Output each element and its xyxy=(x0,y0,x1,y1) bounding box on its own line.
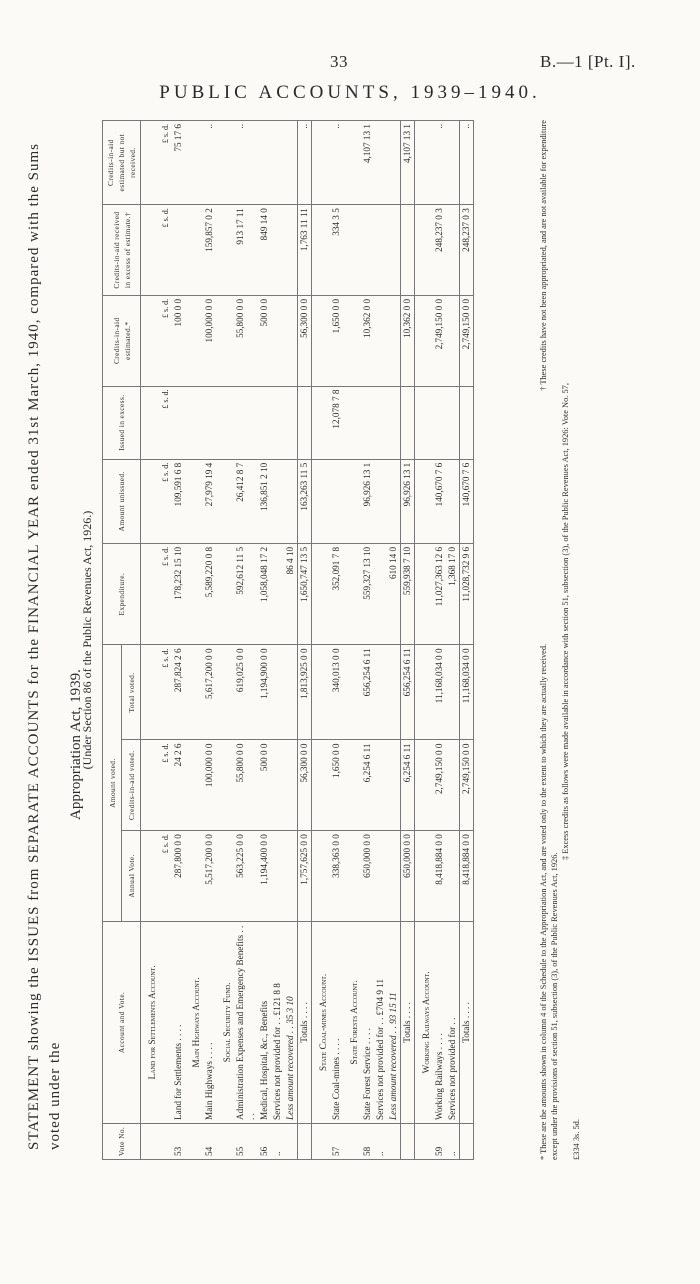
table-row xyxy=(361,121,374,1160)
cell-annual xyxy=(374,831,387,922)
table-row xyxy=(284,121,298,1160)
statement-subtitle: (Under Section 86 of the Public Revenues Act, 1926.) xyxy=(80,510,94,770)
cell-total: 11,168,034 0 0 xyxy=(460,645,474,740)
page-number: 33 xyxy=(330,52,348,71)
statement-line-1: STATEMENT showing the ISSUES from SEPARATE ACCOUNTS for the FINANCIAL YEAR ended 31st March, 1940, compared with the Sums voted under the xyxy=(26,143,63,1150)
cell-recv xyxy=(185,205,203,296)
cell-unissued: 163,263 11 5 xyxy=(298,459,312,543)
cell-est xyxy=(185,295,203,386)
cell-exp: 592,612 11 5 xyxy=(234,543,258,645)
cell-notrecv xyxy=(258,121,271,205)
cell-est xyxy=(387,295,401,386)
cell-recv xyxy=(271,205,284,296)
cell-vote-no: 56 xyxy=(258,1123,271,1159)
cell-vote-no xyxy=(312,1123,331,1159)
cell-vote-no xyxy=(401,1123,415,1159)
cell-annual xyxy=(343,831,361,922)
cell-total: 619,025 0 0 xyxy=(234,645,258,740)
cell-total: 1,194,900 0 0 xyxy=(258,645,271,740)
cell-account: Totals . . . . xyxy=(298,921,312,1123)
cell-est xyxy=(343,295,361,386)
cell-total xyxy=(185,645,203,740)
cell-recv xyxy=(361,205,374,296)
cell-notrecv: .. xyxy=(298,121,312,205)
cell-excess xyxy=(258,386,271,459)
table-row xyxy=(258,121,271,1160)
table-row xyxy=(203,121,216,1160)
cell-credits: 6,254 6 11 xyxy=(401,740,415,831)
cell-account: Services not provided for . . £121 8 8 xyxy=(271,921,284,1123)
cell-vote-no: .. xyxy=(446,1123,460,1159)
unit-cell: £ s. d. xyxy=(159,121,172,205)
cell-vote-no: 53 xyxy=(172,1123,185,1159)
cell-excess xyxy=(216,386,234,459)
cell-est: 10,362 0 0 xyxy=(401,295,415,386)
cell-credits: 56,300 0 0 xyxy=(298,740,312,831)
cell-unissued: 140,670 7 6 xyxy=(433,459,446,543)
cell-vote-no: .. xyxy=(374,1123,387,1159)
issues-table xyxy=(102,120,474,1160)
cell-excess: 12,078 7 8 xyxy=(330,386,343,459)
totals-row xyxy=(298,121,312,1160)
cell-total xyxy=(343,645,361,740)
cell-credits: 55,800 0 0 xyxy=(234,740,258,831)
cell-annual: 650,000 0 0 xyxy=(401,831,415,922)
cell-excess xyxy=(185,386,203,459)
cell-est xyxy=(374,295,387,386)
cell-excess xyxy=(312,386,331,459)
section-row xyxy=(185,121,203,1160)
cell-vote-no xyxy=(284,1123,298,1159)
cell-notrecv: 75 17 6 xyxy=(172,121,185,205)
cell-unissued xyxy=(374,459,387,543)
table-row xyxy=(172,121,185,1160)
cell-recv: 248,237 0 3 xyxy=(460,205,474,296)
col-total-voted: Total voted. xyxy=(122,645,141,740)
col-credits-excess: Credits-in-aid received in excess of estimate.† xyxy=(103,205,141,296)
cell-excess xyxy=(298,386,312,459)
cell-credits xyxy=(216,740,234,831)
cell-recv: 159,857 0 2 xyxy=(203,205,216,296)
col-credits-estimated: Credits-in-aid estimated.* xyxy=(103,295,141,386)
cell-account: State Coal-mines . . . . xyxy=(330,921,343,1123)
cell-notrecv: .. xyxy=(460,121,474,205)
cell-exp: 1,058,048 17 2 xyxy=(258,543,271,645)
cell-unissued xyxy=(312,459,331,543)
cell-recv xyxy=(415,205,434,296)
section-label: State Forests Account. xyxy=(343,921,361,1123)
cell-excess xyxy=(415,386,434,459)
cell-est: 1,650 0 0 xyxy=(330,295,343,386)
cell-vote-no xyxy=(415,1123,434,1159)
cell-unissued xyxy=(343,459,361,543)
cell-unissued xyxy=(446,459,460,543)
cell-exp: 86 4 10 xyxy=(284,543,298,645)
cell-recv xyxy=(172,205,185,296)
section-label: Social Security Fund. xyxy=(216,921,234,1123)
cell-excess xyxy=(361,386,374,459)
cell-exp xyxy=(185,543,203,645)
cell-notrecv xyxy=(312,121,331,205)
cell-account: Totals . . . . xyxy=(460,921,474,1123)
unit-cell: £ s. d. xyxy=(159,459,172,543)
cell-credits xyxy=(312,740,331,831)
footnote-line-3: £334 3s. 5d. xyxy=(572,1119,581,1160)
table-row xyxy=(234,121,258,1160)
cell-account: Administration Expenses and Emergency Benefits . . . . xyxy=(234,921,258,1123)
cell-vote-no xyxy=(343,1123,361,1159)
cell-total: 5,617,200 0 0 xyxy=(203,645,216,740)
footnote-dagger: † These credits have not been appropriated, and are not available for expenditure xyxy=(539,120,548,391)
table-body xyxy=(141,121,474,1160)
cell-unissued: 109,591 6 8 xyxy=(172,459,185,543)
cell-excess xyxy=(460,386,474,459)
table-row xyxy=(446,121,460,1160)
section-row xyxy=(415,121,434,1160)
cell-recv: 1,763 11 11 xyxy=(298,205,312,296)
cell-est: 500 0 0 xyxy=(258,295,271,386)
cell-est xyxy=(216,295,234,386)
col-credits-not-received: Credits-in-aid estimated but not received. xyxy=(103,121,141,205)
cell-unissued xyxy=(330,459,343,543)
cell-vote-no: .. xyxy=(271,1123,284,1159)
cell-excess xyxy=(433,386,446,459)
cell-est: 2,749,150 0 0 xyxy=(433,295,446,386)
cell-total: 1,813,925 0 0 xyxy=(298,645,312,740)
section-row xyxy=(312,121,331,1160)
cell-annual xyxy=(216,831,234,922)
cell-unissued: 26,412 8 7 xyxy=(234,459,258,543)
cell-annual xyxy=(284,831,298,922)
cell-unissued xyxy=(185,459,203,543)
cell-notrecv xyxy=(185,121,203,205)
col-annual-vote: Annual Vote. xyxy=(122,831,141,922)
unit-cell: £ s. d. xyxy=(159,295,172,386)
cell-annual xyxy=(415,831,434,922)
cell-total: 340,013 0 0 xyxy=(330,645,343,740)
unit-cell: £ s. d. xyxy=(159,386,172,459)
cell-annual xyxy=(185,831,203,922)
cell-unissued: 27,979 19 4 xyxy=(203,459,216,543)
cell-credits xyxy=(415,740,434,831)
totals-row xyxy=(460,121,474,1160)
cell-account: State Forest Service . . . . xyxy=(361,921,374,1123)
publication-title: PUBLIC ACCOUNTS, 1939–1940. xyxy=(159,82,541,103)
table-row xyxy=(374,121,387,1160)
cell-unissued xyxy=(271,459,284,543)
cell-annual: 650,000 0 0 xyxy=(361,831,374,922)
cell-est: 10,362 0 0 xyxy=(361,295,374,386)
cell-annual xyxy=(271,831,284,922)
cell-total xyxy=(284,645,298,740)
cell-notrecv xyxy=(415,121,434,205)
cell-unissued xyxy=(415,459,434,543)
cell-recv: 913 17 11 xyxy=(234,205,258,296)
cell-est xyxy=(271,295,284,386)
cell-vote-no: 58 xyxy=(361,1123,374,1159)
cell-notrecv: 4,107 13 1 xyxy=(401,121,415,205)
cell-annual xyxy=(141,831,160,922)
cell-excess xyxy=(234,386,258,459)
cell-notrecv xyxy=(343,121,361,205)
cell-unissued: 136,851 2 10 xyxy=(258,459,271,543)
cell-est: 56,300 0 0 xyxy=(298,295,312,386)
rotated-statement xyxy=(18,120,581,1160)
cell-credits: 100,000 0 0 xyxy=(203,740,216,831)
col-credits-voted: Credits-in-aid voted. xyxy=(122,740,141,831)
cell-vote-no: 54 xyxy=(203,1123,216,1159)
cell-exp: 11,028,732 9 6 xyxy=(460,543,474,645)
cell-annual: 8,418,884 0 0 xyxy=(433,831,446,922)
cell-vote-no: 59 xyxy=(433,1123,446,1159)
cell-annual: 287,800 0 0 xyxy=(172,831,185,922)
cell-vote-no: 55 xyxy=(234,1123,258,1159)
statement-line-2: Appropriation Act, 1939. xyxy=(68,669,84,820)
cell-account: Less amount recovered . . 35 3 10 xyxy=(284,921,298,1123)
cell-total: 656,254 6 11 xyxy=(401,645,415,740)
section-label: Main Highways Account. xyxy=(185,921,203,1123)
cell-credits: 24 2 6 xyxy=(172,740,185,831)
cell-exp: 1,368 17 0 xyxy=(446,543,460,645)
footnotes xyxy=(538,120,582,1160)
cell-recv xyxy=(401,205,415,296)
cell-est xyxy=(312,295,331,386)
cell-recv xyxy=(216,205,234,296)
footnote-star: * These are the amounts shown in column 4 of the Schedule to the Appropriation Act, and are voted only to the extent to which they are actually received. xyxy=(539,643,548,1160)
cell-credits xyxy=(284,740,298,831)
cell-excess xyxy=(343,386,361,459)
cell-credits xyxy=(446,740,460,831)
cell-total xyxy=(271,645,284,740)
cell-notrecv xyxy=(284,121,298,205)
cell-excess xyxy=(374,386,387,459)
cell-exp: 178,232 15 10 xyxy=(172,543,185,645)
cell-exp xyxy=(271,543,284,645)
cell-account: Less amount recovered . . 93 15 11 xyxy=(387,921,401,1123)
unit-cell xyxy=(159,1123,172,1159)
cell-annual: 563,225 0 0 xyxy=(234,831,258,922)
cell-notrecv: .. xyxy=(433,121,446,205)
cell-exp xyxy=(343,543,361,645)
cell-credits: 500 0 0 xyxy=(258,740,271,831)
cell-total: 287,824 2 6 xyxy=(172,645,185,740)
cell-notrecv: .. xyxy=(330,121,343,205)
cell-account: Land for Settlements . . . . xyxy=(172,921,185,1123)
section-row xyxy=(216,121,234,1160)
footnote-ddagger: ‡ Excess credits as follows were made available in accordance with section 51, subsection (3), of the Public Revenues Act, 1926: Vote No. 57, xyxy=(561,383,570,860)
cell-account: Totals . . . . xyxy=(401,921,415,1123)
cell-credits xyxy=(185,740,203,831)
cell-credits: 2,749,150 0 0 xyxy=(433,740,446,831)
cell-total xyxy=(312,645,331,740)
cell-unissued xyxy=(216,459,234,543)
cell-unissued xyxy=(387,459,401,543)
cell-exp: 352,091 7 8 xyxy=(330,543,343,645)
cell-notrecv xyxy=(446,121,460,205)
cell-notrecv: 4,107 13 1 xyxy=(361,121,374,205)
cell-credits xyxy=(387,740,401,831)
cell-excess xyxy=(203,386,216,459)
cell-recv: 849 14 0 xyxy=(258,205,271,296)
unit-cell: £ s. d. xyxy=(159,831,172,922)
table-row xyxy=(387,121,401,1160)
cell-exp: 1,650,747 13 5 xyxy=(298,543,312,645)
col-amount-voted: Amount voted. xyxy=(103,645,122,921)
cell-vote-no xyxy=(387,1123,401,1159)
cell-notrecv xyxy=(374,121,387,205)
cell-credits xyxy=(141,740,160,831)
cell-est: 100 0 0 xyxy=(172,295,185,386)
cell-recv: 334 3 5 xyxy=(330,205,343,296)
cell-unissued: 96,926 13 1 xyxy=(361,459,374,543)
cell-excess xyxy=(401,386,415,459)
cell-recv xyxy=(284,205,298,296)
cell-est xyxy=(141,295,160,386)
cell-annual xyxy=(312,831,331,922)
cell-notrecv: .. xyxy=(234,121,258,205)
cell-notrecv xyxy=(387,121,401,205)
cell-est xyxy=(446,295,460,386)
statement-heading xyxy=(24,130,87,1150)
cell-excess xyxy=(284,386,298,459)
section-row xyxy=(343,121,361,1160)
unit-row xyxy=(159,121,172,1160)
cell-recv xyxy=(446,205,460,296)
part-reference: B.—1 [Pt. I]. xyxy=(540,52,636,71)
unit-cell: £ s. d. xyxy=(159,205,172,296)
cell-exp: 610 14 0 xyxy=(387,543,401,645)
cell-exp: 559,938 7 10 xyxy=(401,543,415,645)
cell-annual xyxy=(387,831,401,922)
cell-vote-no: 57 xyxy=(330,1123,343,1159)
cell-credits: 2,749,150 0 0 xyxy=(460,740,474,831)
cell-unissued xyxy=(284,459,298,543)
section-label: State Coal-mines Account. xyxy=(312,921,331,1123)
cell-account: Working Railways . . . . xyxy=(433,921,446,1123)
cell-credits xyxy=(343,740,361,831)
cell-annual: 338,363 0 0 xyxy=(330,831,343,922)
cell-credits: 1,650 0 0 xyxy=(330,740,343,831)
cell-credits: 6,254 6 11 xyxy=(361,740,374,831)
cell-est: 55,800 0 0 xyxy=(234,295,258,386)
cell-total xyxy=(141,645,160,740)
cell-vote-no xyxy=(185,1123,203,1159)
section-row xyxy=(141,121,160,1160)
footnote-line-2: except under the provisions of section 51, subsection (3), of the Public Revenues Act, 1926. xyxy=(550,852,559,1160)
cell-total xyxy=(446,645,460,740)
col-vote-no: Vote No. xyxy=(103,1123,141,1159)
cell-unissued xyxy=(141,459,160,543)
cell-exp xyxy=(141,543,160,645)
cell-annual: 1,757,625 0 0 xyxy=(298,831,312,922)
cell-total: 656,254 6 11 xyxy=(361,645,374,740)
cell-recv: 248,237 0 3 xyxy=(433,205,446,296)
cell-excess xyxy=(446,386,460,459)
cell-recv xyxy=(141,205,160,296)
cell-exp xyxy=(216,543,234,645)
cell-excess xyxy=(387,386,401,459)
table-row xyxy=(433,121,446,1160)
cell-total: 11,168,034 0 0 xyxy=(433,645,446,740)
cell-exp: 11,027,363 12 6 xyxy=(433,543,446,645)
unit-cell: £ s. d. xyxy=(159,645,172,740)
cell-exp xyxy=(374,543,387,645)
cell-exp: 5,589,220 0 8 xyxy=(203,543,216,645)
cell-excess xyxy=(271,386,284,459)
cell-notrecv xyxy=(271,121,284,205)
cell-account: Main Highways . . . . xyxy=(203,921,216,1123)
cell-est xyxy=(415,295,434,386)
totals-row xyxy=(401,121,415,1160)
cell-excess xyxy=(141,386,160,459)
cell-recv xyxy=(374,205,387,296)
section-label: Land for Settlements Account. xyxy=(141,921,160,1123)
cell-est xyxy=(284,295,298,386)
cell-recv xyxy=(343,205,361,296)
cell-annual: 1,194,400 0 0 xyxy=(258,831,271,922)
cell-total xyxy=(387,645,401,740)
cell-credits xyxy=(374,740,387,831)
cell-notrecv: .. xyxy=(203,121,216,205)
unit-cell: £ s. d. xyxy=(159,740,172,831)
cell-vote-no xyxy=(298,1123,312,1159)
cell-vote-no xyxy=(460,1123,474,1159)
cell-annual: 8,418,884 0 0 xyxy=(460,831,474,922)
cell-account: Services not provided for . . xyxy=(446,921,460,1123)
cell-exp xyxy=(415,543,434,645)
unit-cell xyxy=(159,921,172,1123)
cell-account: Services not provided for . . £704 9 11 xyxy=(374,921,387,1123)
cell-vote-no xyxy=(141,1123,160,1159)
cell-total xyxy=(374,645,387,740)
cell-vote-no xyxy=(216,1123,234,1159)
cell-unissued: 96,926 13 1 xyxy=(401,459,415,543)
cell-notrecv xyxy=(216,121,234,205)
cell-total xyxy=(216,645,234,740)
cell-exp: 559,327 13 10 xyxy=(361,543,374,645)
table-row xyxy=(271,121,284,1160)
cell-annual: 5,517,200 0 0 xyxy=(203,831,216,922)
col-excess: Issued in excess. xyxy=(103,386,141,459)
unit-cell: £ s. d. xyxy=(159,543,172,645)
section-label: Working Railways Account. xyxy=(415,921,434,1123)
cell-excess xyxy=(172,386,185,459)
table-row xyxy=(330,121,343,1160)
cell-recv xyxy=(312,205,331,296)
col-account: Account and Vote. xyxy=(103,921,141,1123)
cell-est: 2,749,150 0 0 xyxy=(460,295,474,386)
cell-credits xyxy=(271,740,284,831)
cell-est: 100,000 0 0 xyxy=(203,295,216,386)
cell-notrecv xyxy=(141,121,160,205)
cell-account: Medical, Hospital, &c., Benefits xyxy=(258,921,271,1123)
cell-recv xyxy=(387,205,401,296)
cell-unissued: 140,670 7 6 xyxy=(460,459,474,543)
col-expenditure: Expenditure. xyxy=(103,543,141,645)
cell-total xyxy=(415,645,434,740)
cell-annual xyxy=(446,831,460,922)
cell-exp xyxy=(312,543,331,645)
col-unissued: Amount unissued. xyxy=(103,459,141,543)
